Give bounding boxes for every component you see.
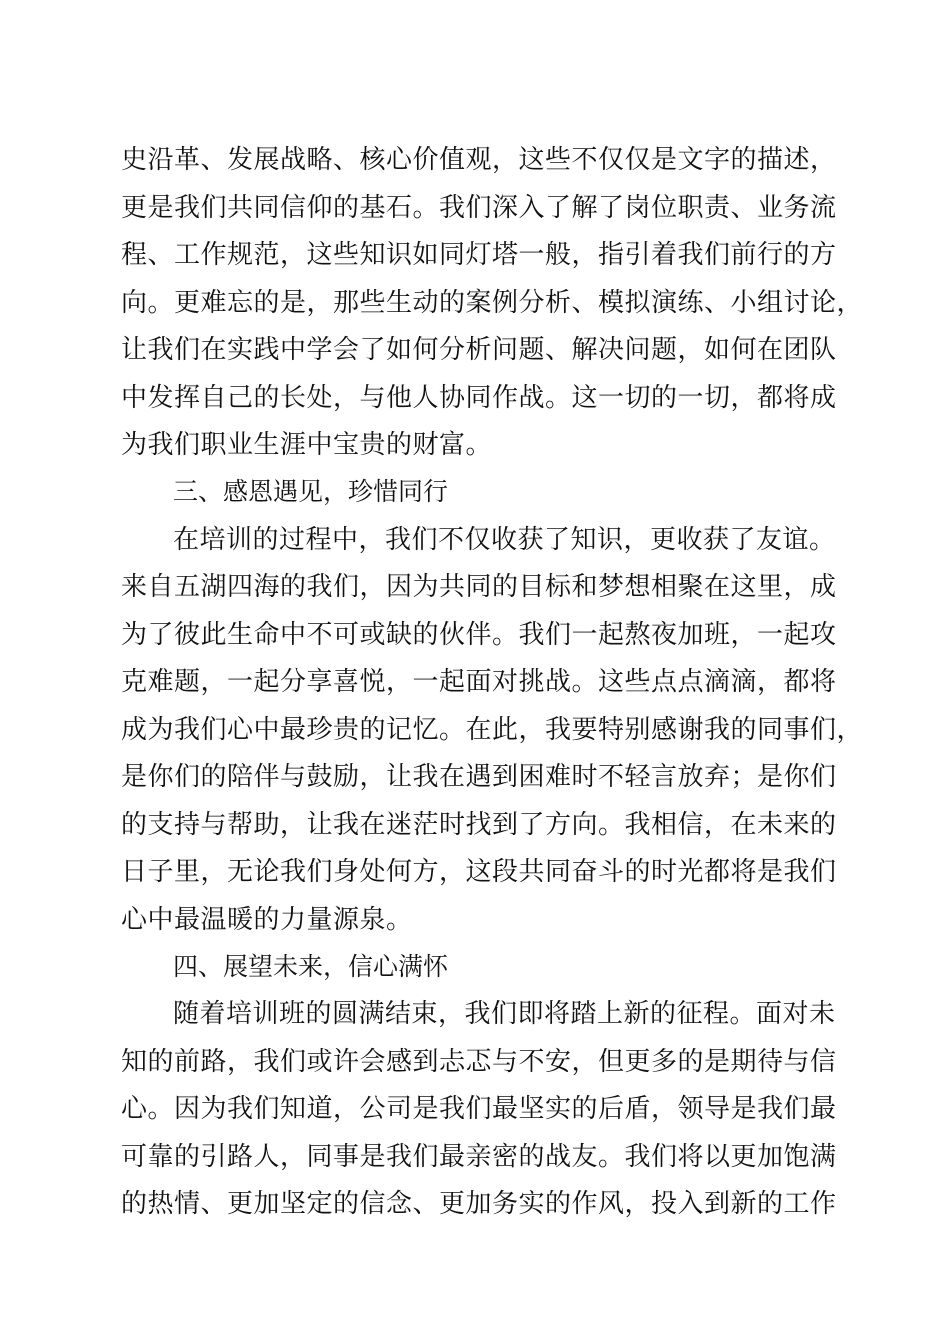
text-line: 程、工作规范，这些知识如同灯塔一般，指引着我们前行的方 [121,240,837,270]
text-line: 的热情、更加坚定的信念、更加务实的作风，投入到新的工作 [121,1189,837,1219]
text-line: 史沿革、发展战略、核心价值观，这些不仅仅是文字的描述， [121,145,837,175]
text-line: 来自五湖四海的我们，因为共同的目标和梦想相聚在这里，成 [121,572,837,602]
text-line: 日子里，无论我们身处何方，这段共同奋斗的时光都将是我们 [121,857,837,887]
text-line: 随着培训班的圆满结束，我们即将踏上新的征程。面对未 [173,999,836,1029]
text-line: 中发挥自己的长处，与他人协同作战。这一切的一切，都将成 [121,383,837,413]
text-line: 向。更难忘的是，那些生动的案例分析、模拟演练、小组讨论， [121,288,864,318]
text-line: 心。因为我们知道，公司是我们最坚实的后盾，领导是我们最 [121,1094,837,1124]
text-line: 为我们职业生涯中宝贵的财富。 [121,430,493,460]
text-line: 克难题，一起分享喜悦，一起面对挑战。这些点点滴滴，都将 [121,667,837,697]
text-line: 成为我们心中最珍贵的记忆。在此，我要特别感谢我的同事们， [121,715,864,745]
section-3-heading: 三、感恩遇见，珍惜同行 [173,477,449,506]
text-line: 心中最温暖的力量源泉。 [121,905,413,935]
text-line: 为了彼此生命中不可或缺的伙伴。我们一起熬夜加班，一起攻 [121,620,837,650]
text-line: 在培训的过程中，我们不仅收获了知识，更收获了友谊。 [173,525,836,555]
text-line: 可靠的引路人，同事是我们最亲密的战友。我们将以更加饱满 [121,1142,837,1172]
text-line: 知的前路，我们或许会感到忐忑与不安，但更多的是期待与信 [121,1047,837,1077]
text-line: 是你们的陪伴与鼓励，让我在遇到困难时不轻言放弃；是你们 [121,762,837,792]
text-line: 更是我们共同信仰的基石。我们深入了解了岗位职责、业务流 [121,193,837,223]
text-line: 的支持与帮助，让我在迷茫时找到了方向。我相信，在未来的 [121,810,837,840]
text-line: 让我们在实践中学会了如何分析问题、解决问题，如何在团队 [121,335,837,365]
section-4-heading: 四、展望未来，信心满怀 [173,952,449,981]
